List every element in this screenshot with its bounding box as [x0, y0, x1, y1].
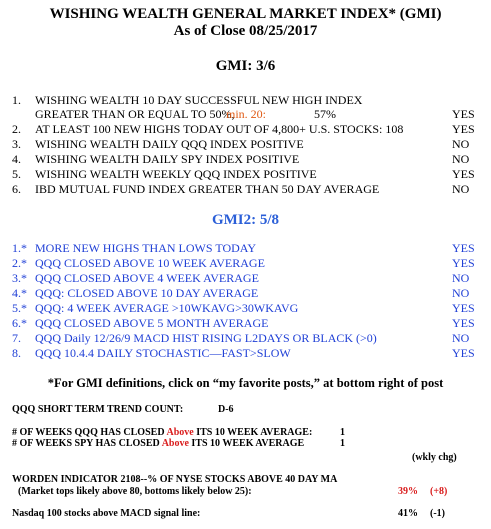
trend-count-label: QQQ SHORT TERM TREND COUNT: [12, 404, 184, 415]
gmi-item-text: WISHING WEALTH DAILY SPY INDEX POSITIVE [35, 152, 300, 166]
gmi2-item-text: MORE NEW HIGHS THAN LOWS TODAY [35, 241, 257, 255]
gmi2-item-text: QQQ CLOSED ABOVE 4 WEEK AVERAGE [35, 271, 259, 285]
report-title: WISHING WEALTH GENERAL MARKET INDEX* (GMI) [49, 6, 442, 22]
gmi-item-value: YES [452, 122, 475, 136]
gmi2-item-value: YES [452, 241, 475, 255]
qqq-weeks-label [12, 427, 312, 438]
gmi-item-text: WISHING WEALTH WEEKLY QQQ INDEX POSITIVE [35, 167, 317, 181]
nasdaq-macd-percent: 41% [398, 508, 418, 519]
gmi2-item-number: 2.* [12, 256, 27, 270]
gmi2-item-value: YES [452, 256, 475, 270]
gmi-item-value: NO [452, 152, 470, 166]
gmi-item-value: NO [452, 182, 470, 196]
weekly-change-header: (wkly chg) [412, 452, 457, 463]
worden-indicator-change: (+8) [430, 486, 448, 497]
gmi2-item-number: 1.* [12, 241, 27, 255]
qqq-weeks-suffix: ITS 10 WEEK AVERAGE: [196, 427, 313, 438]
gmi2-item-number: 7. [12, 331, 21, 345]
spy-weeks-label [12, 438, 304, 449]
gmi-item-min: min. 20: [226, 107, 267, 121]
nasdaq-macd-label: Nasdaq 100 stocks above MACD signal line: [12, 508, 201, 519]
gmi2-heading: GMI2: 5/8 [211, 212, 280, 228]
gmi-item-number: 5. [12, 167, 21, 181]
gmi2-item-text: QQQ 10.4.4 DAILY STOCHASTIC—FAST>SLOW [35, 346, 291, 360]
gmi2-item-text: QQQ CLOSED ABOVE 10 WEEK AVERAGE [35, 256, 265, 270]
gmi2-item-value: YES [452, 301, 475, 315]
spy-weeks-above: Above [161, 438, 189, 449]
gmi2-item-value: NO [452, 286, 470, 300]
gmi-definitions-note: *For GMI definitions, click on “my favorite posts,” at bottom right of post [47, 376, 444, 390]
gmi2-item-number: 6.* [12, 316, 27, 330]
gmi-item-text: WISHING WEALTH DAILY QQQ INDEX POSITIVE [35, 137, 304, 151]
gmi2-item-text: QQQ: 4 WEEK AVERAGE >10WKAVG>30WKAVG [35, 301, 299, 315]
gmi2-item-number: 5.* [12, 301, 27, 315]
qqq-weeks-above: Above [166, 427, 194, 438]
report-date: As of Close 08/25/2017 [173, 23, 318, 39]
gmi-item-text: AT LEAST 100 NEW HIGHS TODAY OUT OF 4,800+ U.S. STOCKS: 108 [35, 122, 404, 136]
gmi2-item-text: QQQ CLOSED ABOVE 5 MONTH AVERAGE [35, 316, 269, 330]
gmi-item-value: YES [452, 167, 475, 181]
gmi-item-text: WISHING WEALTH 10 DAY SUCCESSFUL NEW HIGH INDEX [35, 93, 363, 107]
gmi-item-number: 4. [12, 152, 21, 166]
gmi-item-value: NO [452, 137, 470, 151]
worden-indicator-percent: 39% [398, 486, 418, 497]
gmi-item-number: 3. [12, 137, 21, 151]
gmi-item-number: 1. [12, 93, 21, 107]
gmi2-item-value: YES [452, 346, 475, 360]
gmi2-item-text: QQQ: CLOSED ABOVE 10 DAY AVERAGE [35, 286, 259, 300]
gmi-item-value: YES [452, 107, 475, 121]
qqq-weeks-value: 1 [340, 427, 345, 438]
worden-indicator-label: WORDEN INDICATOR 2108--% OF NYSE STOCKS ABOVE 40 DAY MA [12, 474, 338, 485]
gmi-item-number: 2. [12, 122, 21, 136]
gmi2-item-value: YES [452, 316, 475, 330]
gmi2-item-number: 8. [12, 346, 21, 360]
worden-indicator-note: (Market tops likely above 80, bottoms likely below 25): [18, 486, 252, 497]
qqq-weeks-prefix: # OF WEEKS QQQ HAS CLOSED [12, 427, 165, 438]
nasdaq-macd-change: (-1) [430, 508, 445, 519]
gmi2-item-number: 4.* [12, 286, 27, 300]
gmi-heading: GMI: 3/6 [215, 58, 276, 74]
gmi-item-number: 6. [12, 182, 21, 196]
gmi-item-text: IBD MUTUAL FUND INDEX GREATER THAN 50 DAY AVERAGE [35, 182, 380, 196]
spy-weeks-value: 1 [340, 438, 345, 449]
gmi-item-percent: 57% [314, 107, 336, 121]
gmi-item-text: GREATER THAN OR EQUAL TO 50%, [35, 107, 235, 121]
gmi2-item-value: NO [452, 271, 470, 285]
trend-count-value: D-6 [218, 404, 234, 415]
spy-weeks-suffix: ITS 10 WEEK AVERAGE [191, 438, 305, 449]
gmi2-item-number: 3.* [12, 271, 27, 285]
spy-weeks-prefix: # OF WEEKS SPY HAS CLOSED [12, 438, 160, 449]
gmi2-item-text: QQQ Daily 12/26/9 MACD HIST RISING L2DAYS OR BLACK (>0) [35, 331, 377, 345]
gmi2-item-value: NO [452, 331, 470, 345]
